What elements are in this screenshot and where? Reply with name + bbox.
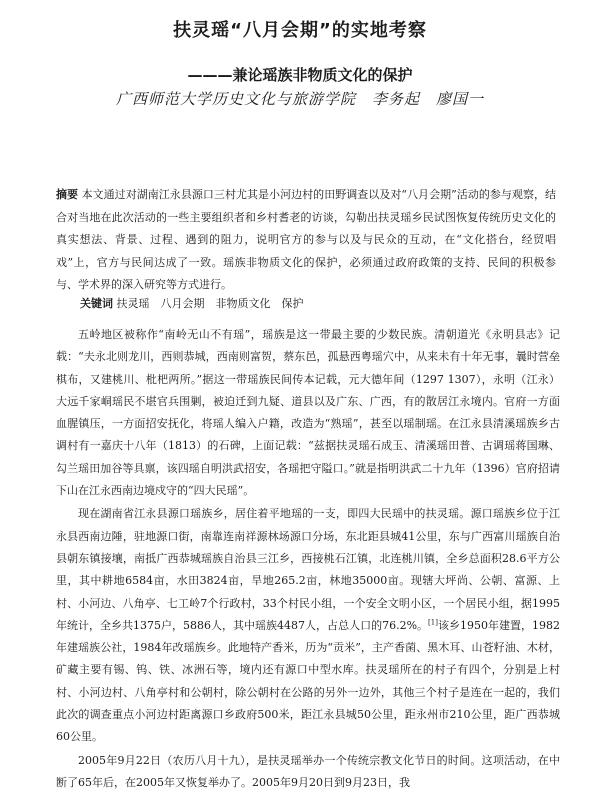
body-paragraph-2-part-b: 该乡1950年建置，1982年建瑶族公社，1984年改瑶族乡。此地特产香米，历为“贡米”，主产香菌、黑木耳、山苍籽油、木材，矿藏主要有锡、钨、铁、冰洲石等，境内还有源口中型水库。扶灵瑶所在的村子有四个，分别是上村村、小河边村、八角亭村和公朝村，除公朝村在公路的另外一边外，其他三个村子是连在一起的，我们此次的调查重点小河边村距离源口乡政府500米，距江永县城50公里，距永州市210公里，距广西恭城60公里。 <box>56 618 560 744</box>
abstract-block <box>56 184 556 297</box>
body-paragraph-2-part-a: 现在湖南省江永县源口瑶族乡，居住着平地瑶的一支，即四大民瑶中的扶灵瑶。源口瑶族乡位于江永县西南边陲，驻地源口街，南靠连南祥源林场源口分场，东北距县城41公里，东与广西富川瑶族自治县朝东镇接壤，南抵广西恭城瑶族自治县三江乡，西接桃石江镇，北连桃川镇，全乡总面积28.6平方公里，其中耕地6584亩，水田3824亩，旱地265.2亩，林地35000亩。现辖大坪尚、公朝、富源、上村、小河边、八角亭、七工岭7个行政村，33个村民小组，一个安全文明小区，一个居民小组，据1995年统计，全乡共1375户，5886人，其中瑶族4487人，占总人口的76.2%。 <box>56 507 560 632</box>
body-text <box>56 324 560 795</box>
keywords-text: 扶灵瑶 八月会期 非物质文化 保护 <box>116 297 304 310</box>
citation-marker: [1] <box>428 618 438 627</box>
abstract-label: 摘要 <box>56 188 79 201</box>
body-paragraph-3: 2005年9月22日（农历八月十九），是扶灵瑶举办一个传统宗教文化节日的时间。这项活动，在中断了65年后，在2005年又恢复举办了。2005年9月20日到9月23日，我 <box>56 753 560 789</box>
author-line: 广西师范大学历史文化与旅游学院 李务起 廖国一 <box>115 90 484 108</box>
paper-title: 扶灵瑶“八月会期”的实地考察 <box>173 20 427 41</box>
keywords-block <box>80 294 556 314</box>
body-paragraph-1: 五岭地区被称作“南岭无山不有瑶”，瑶族是这一带最主要的少数民族。清朝道光《永明县志》记载：“夫永北则龙川，西则恭城，西南则富贺，蔡东邑，孤悬西粤瑶穴中，从来未有十年无事，曩时营垒棋布，又建桃川、枇杷两所。”据这一带瑶族民间传本记载，元大德年间（1297 1307），永明（江永）大远千家峒瑶民不堪官兵围剿，被迫迁到九疑、道县以及广东、广西，有的散居江永境内。官府一方面血腥镇压，一方面招安抚化，将瑶人编入户籍，改造为“熟瑶”，甚至以瑶制瑶。在江永县清溪瑶族乡古调村有一嘉庆十八年（1813）的石碑，上面记载：“兹据扶灵瑶石成玉、清溪瑶田普、古调瑶蒋国琳、勾兰瑶田加谷等具禀，该四瑶自明洪武招安，各瑶把守隘口。”就是指明洪武二十九年（1396）官府招请下山在江永西南边境戍守的“四大民瑶”。 <box>56 328 560 498</box>
body-paragraph-2 <box>56 503 560 748</box>
paper-subtitle: ———兼论瑶族非物质文化的保护 <box>187 66 413 84</box>
abstract-text: 本文通过对湖南江永县源口三村尤其是小河边村的田野调查以及对“八月会期”活动的参与观察，结合对当地在此次活动的一些主要组织者和乡村耆老的访谈，勾勒出扶灵瑶乡民试图恢复传统历史文化的真实想法、背景、过程、遇到的阻力，说明官方的参与以及与民众的互动，在“文化搭台，经贸唱戏”上，官方与民间达成了一致。瑶族非物质文化的保护，必须通过政府政策的支持、民间的积极参与、学术界的深入研究等方式进行。 <box>56 188 557 292</box>
keywords-label: 关键词 <box>80 297 113 310</box>
